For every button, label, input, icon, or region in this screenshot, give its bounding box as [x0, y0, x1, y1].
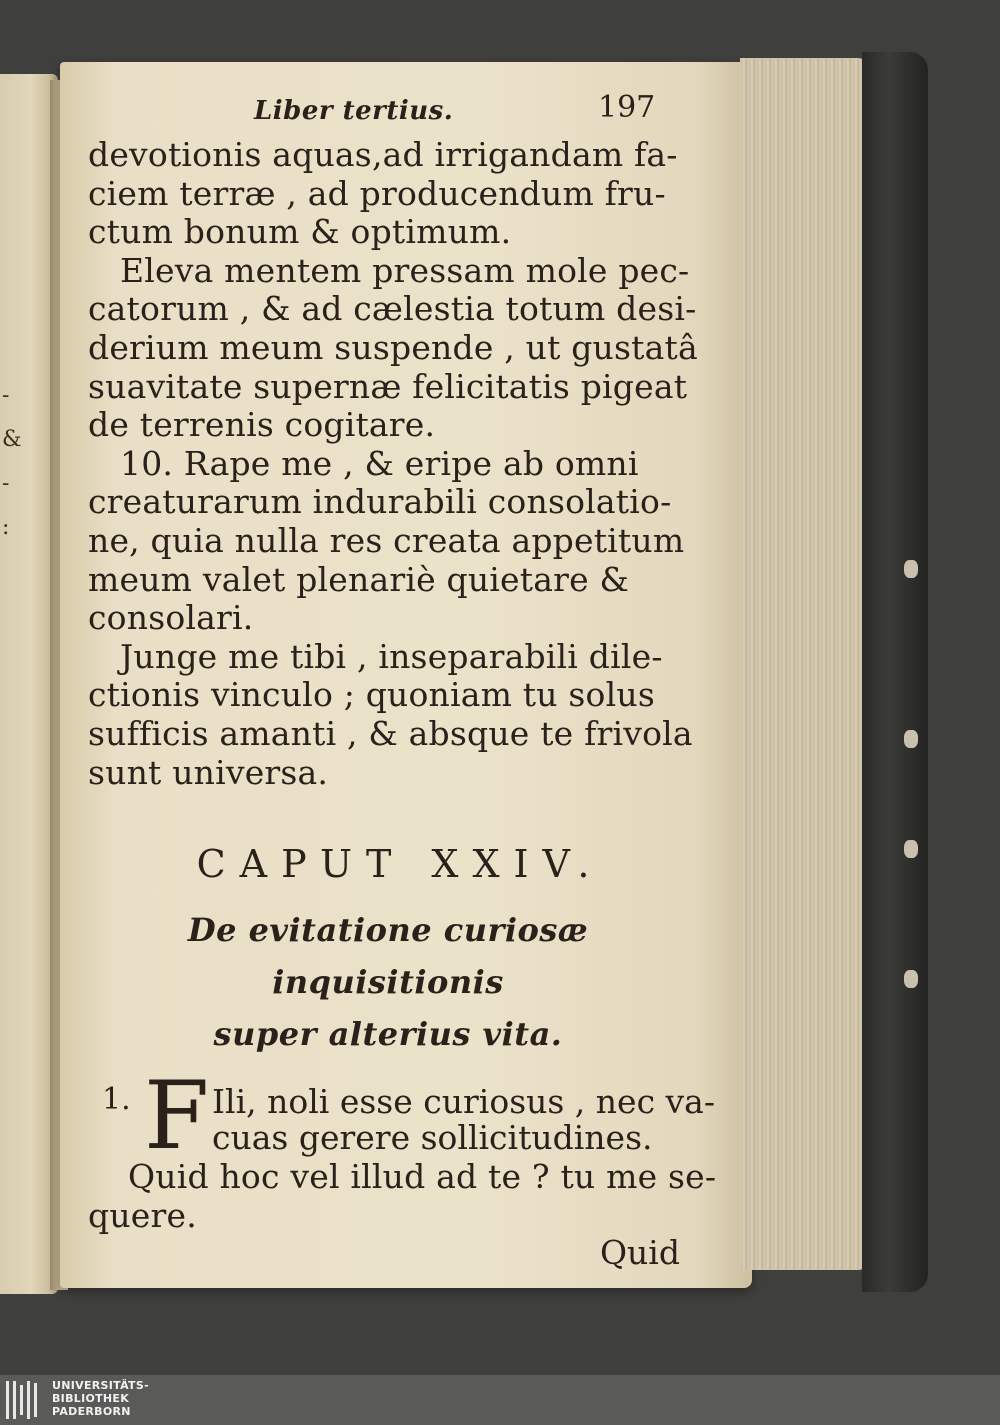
- page-block-edges: [740, 58, 868, 1270]
- text-line: Quid hoc vel illud ad te ? tu me se-: [128, 1157, 717, 1197]
- cover-wear-marks: [896, 560, 922, 1020]
- verse-number: 1.: [102, 1082, 131, 1118]
- chapter-heading: CAPUT XXIV.: [196, 842, 604, 887]
- library-name: [52, 1379, 149, 1418]
- page-number: 197: [598, 90, 656, 125]
- text-line: cuas gerere sollicitudines.: [212, 1118, 653, 1158]
- chapter-subtitle-line: De evitatione curiosæ inquisitionis: [187, 911, 589, 1002]
- running-head: [88, 90, 688, 136]
- text-line: devotionis aquas,ad irrigandam fa-: [88, 135, 678, 174]
- library-logo-icon: [6, 1381, 42, 1419]
- page-text: [88, 90, 717, 1273]
- text-line: ciem terræ , ad producendum fru-: [88, 173, 666, 213]
- chapter-subtitle: [88, 904, 688, 1060]
- text-line: suavitate supernæ felicitatis pigeat: [88, 366, 688, 406]
- text-line: Eleva mentem pressam mole pec-: [120, 250, 690, 290]
- text-line: consolari.: [88, 598, 254, 638]
- catchword: Quid: [600, 1233, 680, 1273]
- library-name-line: BIBLIOTHEK: [52, 1392, 130, 1405]
- library-name-line: PADERBORN: [52, 1405, 131, 1418]
- text-line: Junge me tibi , inseparabili dile-: [120, 636, 663, 676]
- text-line: Ili, noli esse curiosus , nec va-: [212, 1082, 716, 1122]
- chapter-opening: [88, 1062, 716, 1172]
- running-head-title: Liber tertius.: [254, 96, 454, 126]
- drop-cap: F: [144, 1062, 210, 1172]
- text-line: 10. Rape me , & eripe ab omni: [120, 443, 639, 483]
- library-footer: [0, 1375, 1000, 1425]
- text-line: ne, quia nulla res creata appetitum: [88, 520, 685, 560]
- text-line: sunt universa.: [88, 752, 329, 792]
- text-line: derium meum suspende , ut gustatâ: [88, 327, 698, 367]
- text-line: ctum bonum & optimum.: [88, 212, 512, 252]
- text-line: creaturarum indurabili consolatio-: [88, 482, 672, 522]
- text-line: quere.: [88, 1195, 197, 1235]
- text-line: sufficis amanti , & absque te frivola: [88, 713, 693, 753]
- left-page-fragments: - & - :: [2, 383, 22, 540]
- text-line: catorum , & ad cælestia totum desi-: [88, 289, 697, 329]
- chapter-subtitle-line: super alterius vita.: [213, 1015, 563, 1054]
- text-line: de terrenis cogitare.: [88, 405, 436, 445]
- library-name-line: UNIVERSITÄTS-: [52, 1379, 149, 1392]
- text-line: meum valet plenariè quietare &: [88, 559, 630, 599]
- text-line: ctionis vinculo ; quoniam tu solus: [88, 675, 655, 715]
